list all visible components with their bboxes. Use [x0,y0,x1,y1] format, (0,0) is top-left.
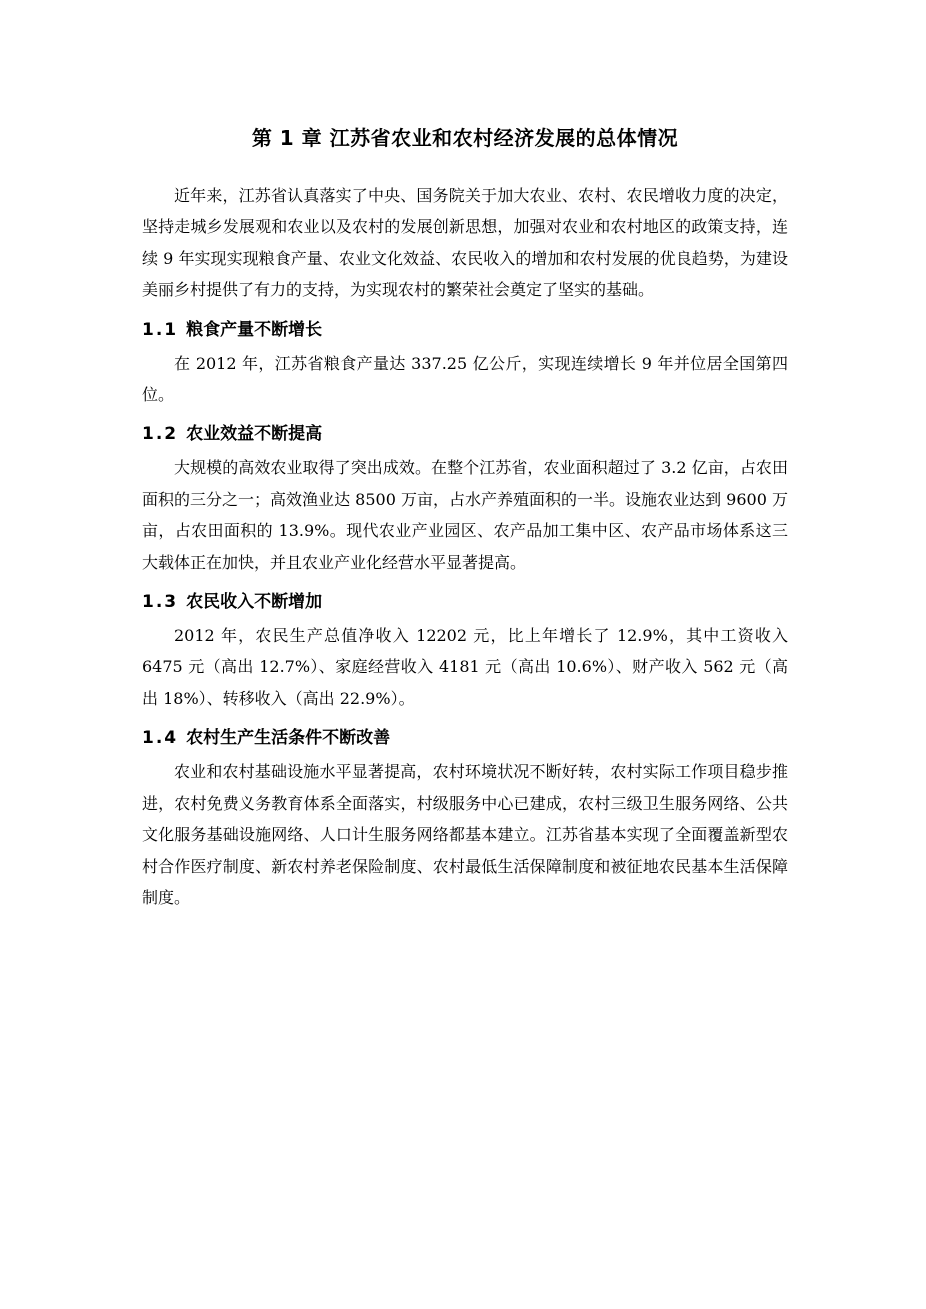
section-heading [142,318,788,342]
document-content [142,118,788,913]
section-1-4 [142,726,788,913]
section-title: 粮食产量不断增长 [186,319,323,340]
section-body: 2012 年，农民生产总值净收入 12202 元，比上年增长了 12.9%，其中工资收入 6475 元（高出 12.7%）、家庭经营收入 4181 元（高出 10.6%）、财产收入 562 元（高出 18%）、转移收入（高出 22.9%）。 [142,626,788,708]
section-body: 大规模的高效农业取得了突出成效。在整个江苏省，农业面积超过了 3.2 亿亩，占农田面积的三分之一；高效渔业达 8500 万亩，占水产养殖面积的一半。设施农业达到 9600 万亩，占农田面积的 13.9%。现代农业产业园区、农产品加工集中区、农产品市场体系这三大载体正在加快，并且农业产业化经营水平显著提高。 [142,458,788,572]
section-number: 1.3 [142,592,179,613]
section-heading [142,422,788,446]
section-body: 农业和农村基础设施水平显著提高，农村环境状况不断好转，农村实际工作项目稳步推进，农村免费义务教育体系全面落实，村级服务中心已建成，农村三级卫生服务网络、公共文化服务基础设施网络、人口计生服务网络都基本建立。江苏省基本实现了全面覆盖新型农村合作医疗制度、新农村养老保险制度、农村最低生活保障制度和被征地农民基本生活保障制度。 [142,762,788,907]
section-body: 在 2012 年，江苏省粮食产量达 337.25 亿公斤，实现连续增长 9 年并位居全国第四位。 [142,353,788,405]
section-1-3 [142,590,788,714]
intro-paragraph: 近年来，江苏省认真落实了中央、国务院关于加大农业、农村、农民增收力度的决定，坚持走城乡发展观和农业以及农村的发展创新思想，加强对农业和农村地区的政策支持，连续 9 年实现实现粮食产量、农业文化效益、农民收入的增加和农村发展的优良趋势，为建设美丽乡村提供了有力的支持，为实现农村的繁荣社会奠定了坚实的基础。 [142,186,788,300]
section-title: 农村生产生活条件不断改善 [186,728,391,749]
section-title: 农业效益不断提高 [186,424,323,445]
section-1-2 [142,422,788,578]
chapter-title: 第 1 章 江苏省农业和农村经济发展的总体情况 [251,126,679,150]
section-heading [142,726,788,750]
section-number: 1.4 [142,728,179,749]
section-1-1 [142,318,788,411]
section-heading [142,590,788,614]
section-number: 1.2 [142,424,179,445]
section-title: 农民收入不断增加 [186,592,323,613]
section-number: 1.1 [142,319,179,340]
